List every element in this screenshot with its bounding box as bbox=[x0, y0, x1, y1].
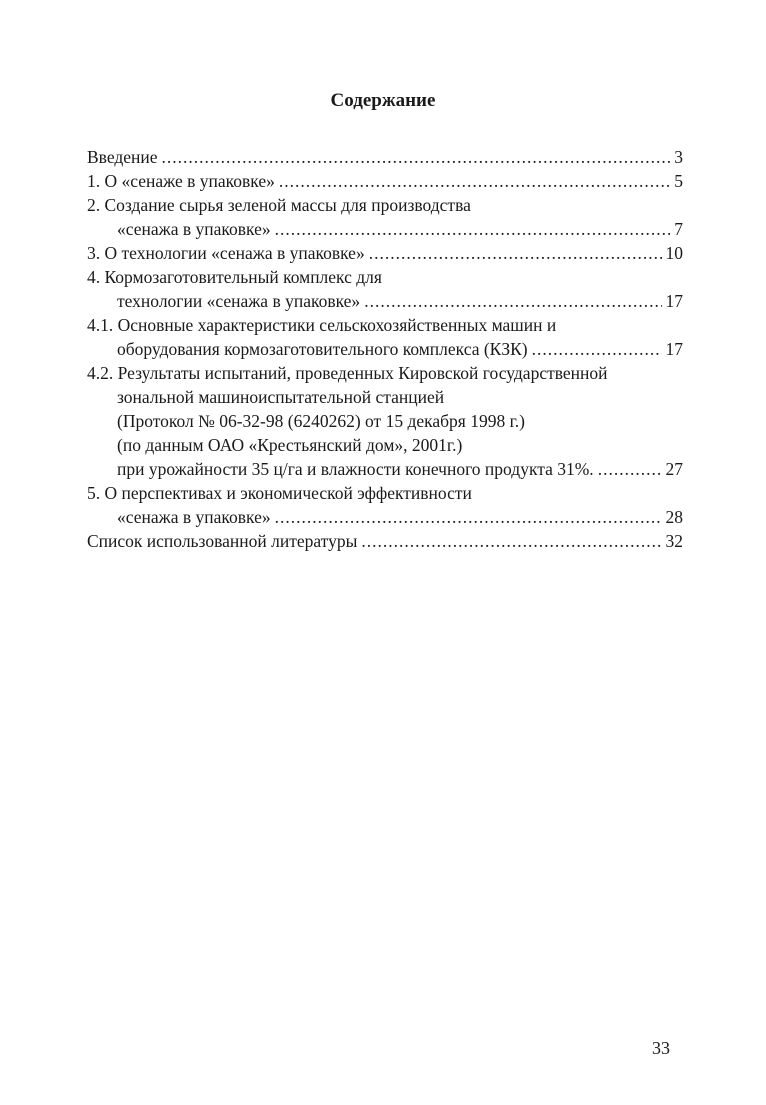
toc-entry-text: (по данным ОАО «Крестьянский дом», 2001г.) bbox=[117, 435, 463, 455]
toc-entry-line bbox=[87, 361, 683, 385]
toc-page-number: 27 bbox=[665, 459, 683, 479]
toc-entry-text: «сенажа в упаковке» bbox=[117, 219, 271, 239]
toc-entry[interactable] bbox=[87, 481, 683, 529]
table-of-contents bbox=[87, 145, 683, 553]
toc-page-number: 17 bbox=[665, 291, 683, 311]
page-title: Содержание bbox=[330, 90, 436, 111]
toc-page-number: 7 bbox=[674, 219, 683, 239]
toc-entry-text: оборудования кормозаготовительного комплекса (КЗК) bbox=[117, 339, 528, 359]
toc-entry-line bbox=[87, 529, 683, 553]
toc-entry-line bbox=[87, 145, 683, 169]
toc-entry-line bbox=[87, 169, 683, 193]
dot-leader bbox=[279, 169, 670, 193]
toc-entry-line bbox=[87, 385, 683, 409]
toc-page-number: 10 bbox=[665, 243, 683, 263]
toc-entry-text: при урожайности 35 ц/га и влажности конечного продукта 31%. bbox=[117, 459, 594, 479]
toc-entry-line bbox=[87, 409, 683, 433]
toc-page-number: 28 bbox=[665, 507, 683, 527]
toc-entry-text: 2. Создание сырья зеленой массы для производства bbox=[87, 195, 471, 215]
dot-leader bbox=[275, 505, 662, 529]
dot-leader bbox=[598, 457, 662, 481]
toc-entry-text: 1. О «сенаже в упаковке» bbox=[87, 171, 275, 191]
toc-page-number: 3 bbox=[674, 147, 683, 167]
dot-leader bbox=[162, 145, 671, 169]
toc-page-number: 17 bbox=[665, 339, 683, 359]
toc-entry-text: Введение bbox=[87, 147, 158, 167]
toc-entry-line bbox=[87, 481, 683, 505]
toc-entry[interactable] bbox=[87, 313, 683, 361]
dot-leader bbox=[532, 337, 662, 361]
toc-entry-text: зональной машиноиспытательной станцией bbox=[117, 387, 445, 407]
toc-entry-line bbox=[87, 289, 683, 313]
toc-entry-text: Список использованной литературы bbox=[87, 531, 358, 551]
toc-entry[interactable] bbox=[87, 265, 683, 313]
dot-leader bbox=[275, 217, 671, 241]
toc-entry-text: 3. О технологии «сенажа в упаковке» bbox=[87, 243, 365, 263]
toc-entry-line bbox=[87, 457, 683, 481]
toc-entry-line bbox=[87, 265, 683, 289]
toc-entry-text: 4.2. Результаты испытаний, проведенных Кировской государственной bbox=[87, 363, 608, 383]
toc-entry[interactable] bbox=[87, 145, 683, 169]
toc-entry-text: 4.1. Основные характеристики сельскохозяйственных машин и bbox=[87, 315, 557, 335]
dot-leader bbox=[364, 289, 661, 313]
toc-entry-text: (Протокол № 06-32-98 (6240262) от 15 декабря 1998 г.) bbox=[117, 411, 525, 431]
toc-entry[interactable] bbox=[87, 241, 683, 265]
toc-entry[interactable] bbox=[87, 193, 683, 241]
toc-entry-text: «сенажа в упаковке» bbox=[117, 507, 271, 527]
toc-entry-text: технологии «сенажа в упаковке» bbox=[117, 291, 361, 311]
toc-entry-text: 4. Кормозаготовительный комплекс для bbox=[87, 267, 382, 287]
toc-entry-text: 5. О перспективах и экономической эффективности bbox=[87, 483, 472, 503]
toc-entry-line bbox=[87, 217, 683, 241]
page-number: 33 bbox=[652, 1038, 670, 1058]
toc-entry[interactable] bbox=[87, 529, 683, 553]
toc-entry-line bbox=[87, 193, 683, 217]
dot-leader bbox=[369, 241, 662, 265]
dot-leader bbox=[361, 529, 661, 553]
toc-entry-line bbox=[87, 313, 683, 337]
toc-entry-line bbox=[87, 337, 683, 361]
toc-entry[interactable] bbox=[87, 169, 683, 193]
toc-entry[interactable] bbox=[87, 361, 683, 481]
toc-page-number: 32 bbox=[665, 531, 683, 551]
toc-entry-line bbox=[87, 433, 683, 457]
toc-entry-line bbox=[87, 505, 683, 529]
toc-entry-line bbox=[87, 241, 683, 265]
toc-page-number: 5 bbox=[674, 171, 683, 191]
